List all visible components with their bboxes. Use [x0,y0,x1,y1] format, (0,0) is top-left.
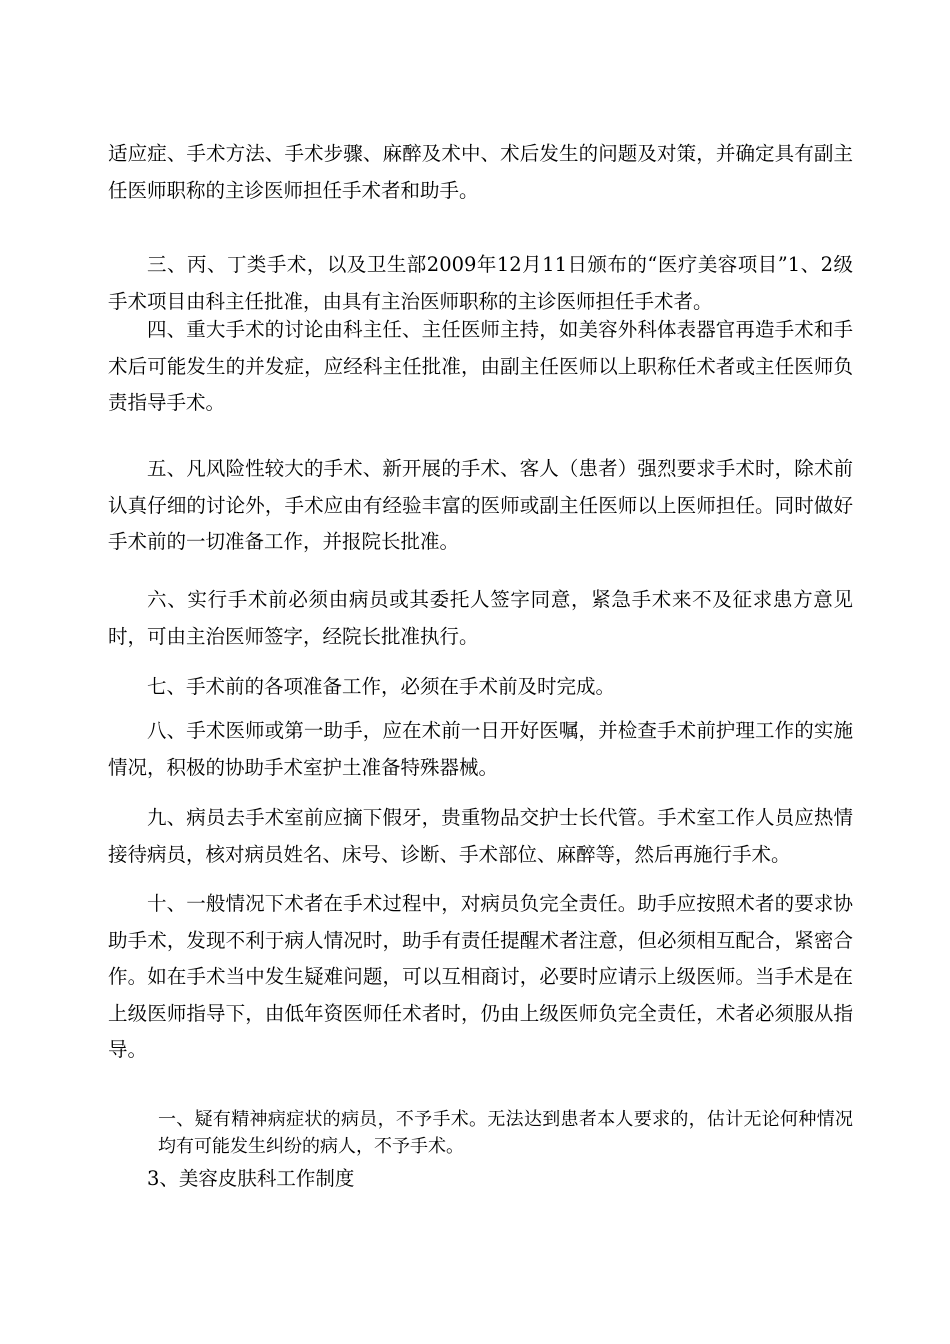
paragraph-item-9: 九、病员去手术室前应摘下假牙，贵重物品交护士长代管。手术室工作人员应热情接待病员，核对病员姓名、床号、诊断、手术部位、麻醉等，然后再施行手术。 [108,806,853,866]
paragraph-item-5: 五、凡风险性较大的手术、新开展的手术、客人（患者）强烈要求手术时，除术前认真仔细的讨论外，手术应由有经验丰富的医师或副主任医师以上医师担任。同时做好手术前的一切准备工作，并报院长批准。 [108,457,853,553]
paragraph-item-8: 八、手术医师或第一助手，应在术前一日开好医嘱，并检查手术前护理工作的实施情况，积极的协助手术室护土准备特殊器械。 [108,719,853,779]
section-heading: 3、美容皮肤科工作制度 [147,1167,355,1190]
note-text: 一、疑有精神病症状的病员，不予手术。无法达到患者本人要求的，估计无论何种情况均有可能发生纠纷的病人，不予手术。 [158,1109,853,1157]
paragraph-item-4: 四、重大手术的讨论由科主任、主任医师主持，如美容外科体表器官再造手术和手术后可能发生的并发症，应经科主任批准，由副主任医师以上职称任术者或主任医师负责指导手术。 [108,318,853,414]
note-paragraph [108,1106,853,1160]
paragraph-item-10: 十、一般情况下术者在手术过程中，对病员负完全责任。助手应按照术者的要求协助手术，发现不利于病人情况时，助手有责任提醒术者注意，但必须相互配合，紧密合作。如在手术当中发生疑难问题，可以互相商讨，必要时应请示上级医师。当手术是在上级医师指导下，由低年资医师任术者时，仍由上级医师负完全责任，术者必须服从指导。 [108,892,853,1061]
paragraph-item-3: 三、丙、丁类手术，以及卫生部2009年12月11日颁布的“医疗美容项目”1、2级手术项目由科主任批准，由具有主治医师职称的主诊医师担任手术者。 [108,253,853,313]
paragraph-continuation: 适应症、手术方法、手术步骤、麻醉及术中、术后发生的问题及对策，并确定具有副主任医师职称的主诊医师担任手术者和助手。 [108,142,853,202]
paragraph-item-6: 六、实行手术前必须由病员或其委托人签字同意，紧急手术来不及征求患方意见时，可由主治医师签字，经院长批准执行。 [108,588,853,648]
paragraph-item-7: 七、手术前的各项准备工作，必须在手术前及时完成。 [147,675,616,698]
